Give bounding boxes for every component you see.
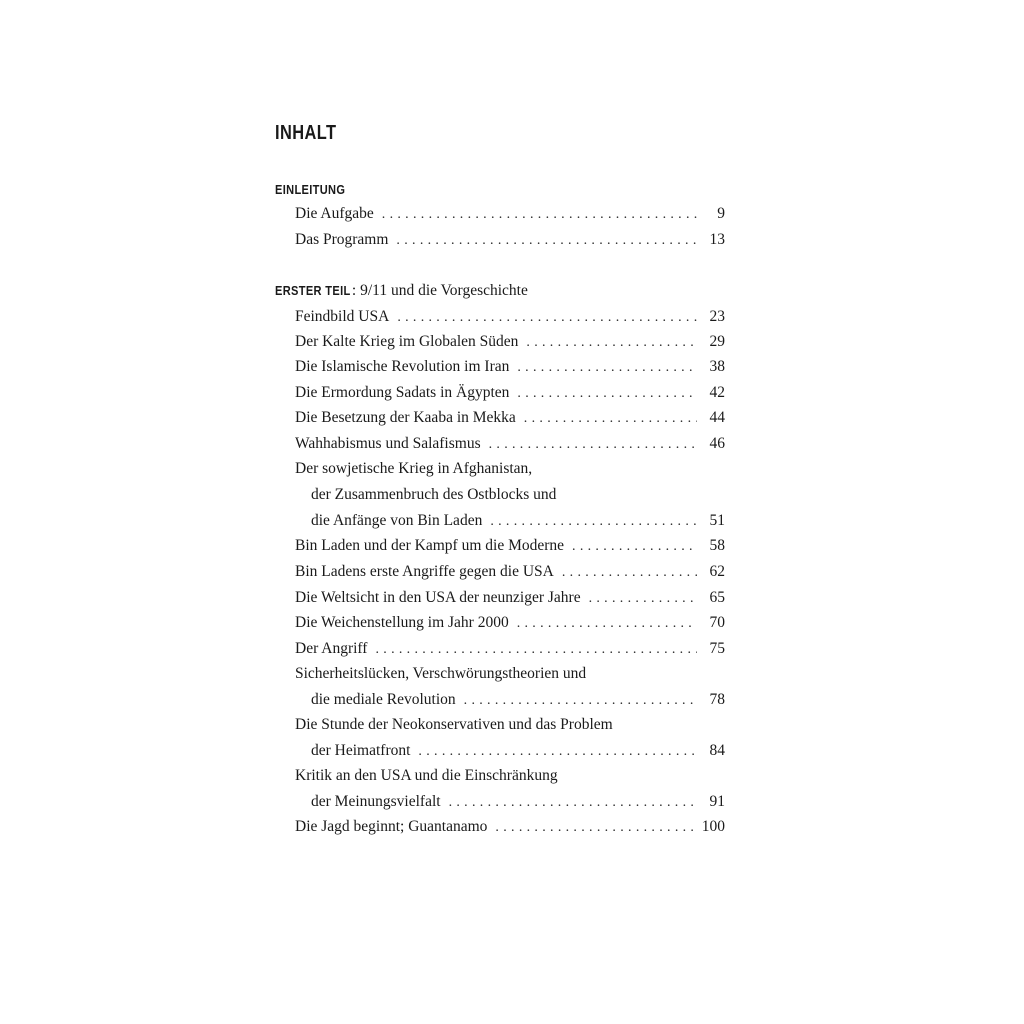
section-heading-einleitung: [275, 181, 352, 199]
dot-leader: [517, 386, 697, 402]
dot-leader: [562, 565, 697, 581]
dot-leader: [495, 820, 695, 836]
toc-entry: [295, 358, 725, 380]
toc-entry-page: 91: [709, 793, 725, 810]
dot-leader: [517, 616, 697, 632]
toc-entry-continuation: [311, 512, 725, 534]
toc-entry: [295, 205, 725, 227]
section-label: ERSTER TEIL: [275, 283, 351, 298]
toc-entry-page: 75: [709, 640, 725, 657]
toc-entry-continuation: [311, 742, 725, 764]
toc-entry-title: die mediale Revolution: [311, 691, 456, 708]
dot-leader: [397, 310, 697, 326]
toc-entry: [295, 563, 725, 585]
dot-leader: [524, 411, 697, 427]
toc-entry-page: 62: [709, 563, 725, 580]
toc-entry-title: Feindbild USA: [295, 308, 390, 325]
toc-entry: [295, 767, 725, 789]
dot-leader: [382, 207, 697, 223]
toc-entry-page: 46: [709, 435, 725, 452]
toc-entry-title: Der sowjetische Krieg in Afghanistan,: [295, 460, 533, 477]
toc-entry-title: Das Programm: [295, 231, 389, 248]
toc-entry-page: 29: [709, 333, 725, 350]
dot-leader: [464, 693, 697, 709]
dot-leader: [572, 539, 697, 555]
toc-entry: [295, 589, 725, 611]
dot-leader: [396, 233, 697, 249]
dot-leader: [489, 437, 697, 453]
toc-entry-title: Die Weltsicht in den USA der neunziger Jahre: [295, 589, 581, 606]
toc-entry-title: Bin Ladens erste Angriffe gegen die USA: [295, 563, 554, 580]
dot-leader: [517, 360, 697, 376]
toc-entry: [295, 716, 725, 738]
dot-leader: [490, 514, 697, 530]
dot-leader: [526, 335, 697, 351]
toc-entry-title: Kritik an den USA und die Einschränkung: [295, 767, 558, 784]
toc-entry-page: 58: [709, 537, 725, 554]
toc-entry: [295, 614, 725, 636]
toc-entry-page: 51: [709, 512, 725, 529]
toc-entry-page: 13: [709, 231, 725, 248]
toc-entry-title: Die Ermordung Sadats in Ägypten: [295, 384, 510, 401]
toc-entry: [295, 231, 725, 253]
toc-entry-title: der Meinungsvielfalt: [311, 793, 441, 810]
toc-entry: [295, 333, 725, 355]
toc-entry-page: 9: [717, 205, 725, 222]
toc-entry-title: Der Angriff: [295, 640, 368, 657]
toc-entry-continuation: [311, 486, 725, 508]
section-label: EINLEITUNG: [275, 182, 346, 197]
toc-entry-page: 100: [701, 818, 725, 835]
toc-entry-title: Die Jagd beginnt; Guantanamo: [295, 818, 488, 835]
toc-entry-continuation: [311, 691, 725, 713]
toc-entry: [295, 384, 725, 406]
dot-leader: [418, 744, 697, 760]
toc-entry-title: Sicherheitslücken, Verschwörungstheorien und: [295, 665, 587, 682]
dot-leader: [589, 591, 697, 607]
toc-entry-title: Die Aufgabe: [295, 205, 374, 222]
toc-entry-title: Der Kalte Krieg im Globalen Süden: [295, 333, 519, 350]
toc-entry: [295, 460, 725, 482]
toc-entry: [295, 308, 725, 330]
section-heading-erster-teil: [275, 282, 528, 300]
toc-entry-page: 38: [709, 358, 725, 375]
page-title: INHALT: [275, 122, 337, 144]
toc-entry-title: Die Besetzung der Kaaba in Mekka: [295, 409, 516, 426]
toc-entry-page: 65: [709, 589, 725, 606]
toc-entry: [295, 537, 725, 559]
toc-entry: [295, 665, 725, 687]
dot-leader: [375, 642, 697, 658]
toc-entry-page: 78: [709, 691, 725, 708]
toc-entry: [295, 435, 725, 457]
toc-entry-title: Die Weichenstellung im Jahr 2000: [295, 614, 509, 631]
toc-entry-page: 84: [709, 742, 725, 759]
toc-entry: [295, 409, 725, 431]
toc-entry: [295, 640, 725, 662]
toc-entry-title: die Anfänge von Bin Laden: [311, 512, 483, 529]
toc-entry-page: 42: [709, 384, 725, 401]
toc-entry-page: 70: [709, 614, 725, 631]
toc-entry-title: Die Islamische Revolution im Iran: [295, 358, 510, 375]
toc-entry-continuation: [311, 793, 725, 815]
toc-entry-page: 44: [709, 409, 725, 426]
toc-entry-title: der Heimatfront: [311, 742, 411, 759]
toc-entry-title: der Zusammenbruch des Ostblocks und: [311, 486, 557, 503]
toc-entry: [295, 818, 725, 840]
toc-entry-title: Wahhabismus und Salafismus: [295, 435, 481, 452]
section-subtitle: : 9/11 und die Vorgeschichte: [351, 282, 528, 299]
dot-leader: [449, 795, 697, 811]
toc-entry-title: Die Stunde der Neokonservativen und das Problem: [295, 716, 613, 733]
toc-entry-page: 23: [709, 308, 725, 325]
toc-entry-title: Bin Laden und der Kampf um die Moderne: [295, 537, 565, 554]
